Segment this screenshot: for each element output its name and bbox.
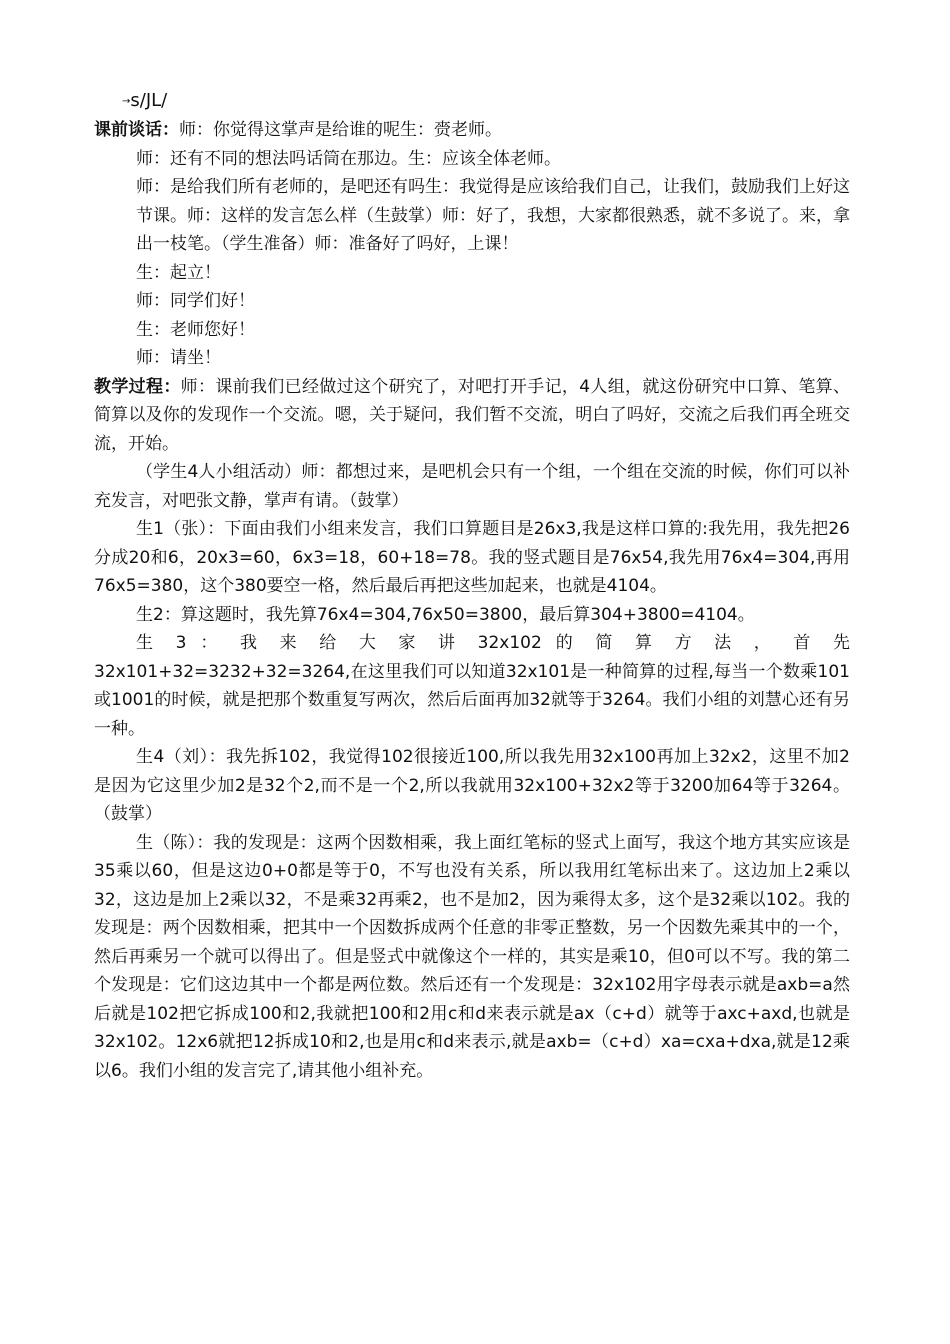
teaching-paragraph-5-first-line: 生 3 ： 我 来 给 大 家 讲 32x102 的 简 算 方 法 ， 首 先	[136, 633, 850, 653]
pre-class-line-1: 课前谈话：师：你觉得这掌声是给谁的呢生：赍老师。	[94, 120, 502, 140]
teaching-paragraph-4: 生2：算这题时，我先算76x4=304,76x50=3800，最后算304+3800=4104。	[136, 604, 755, 625]
pre-class-line-3: 师：是给我们所有老师的，是吧还有吗生：我觉得是应该给我们自己，让我们，鼓励我们上好这节课。师：这样的发言怎么样（生鼓掌）师：好了，我想，大家都很熟悉，就不多说了。来，拿出一枝笔。（学生准备）师：准备好了吗好，上课！	[136, 177, 850, 254]
header-text: s/JL/	[130, 90, 168, 111]
pre-class-line-6: 生：老师您好！	[136, 319, 255, 340]
pre-class-line-7: 师：请坐！	[136, 348, 221, 368]
pre-class-line-4: 生：起立！	[136, 262, 221, 283]
pre-class-line-5: 师：同学们好！	[136, 291, 255, 311]
teaching-paragraph-6: 生4（刘）：我先拆102，我觉得102很接近100,所以我先用32x100再加上32x2，这里不加2是因为它这里少加2是32个2,而不是一个2,所以我就用32x100+32x2等于3200加64等于3264。（鼓掌）	[94, 747, 850, 824]
pre-class-label: 课前谈话：	[94, 120, 179, 140]
document-page	[94, 86, 850, 1085]
teaching-paragraph-1: 教学过程：师：课前我们已经做过这个研究了，对吧打开手记，4人组，就这份研究中口算、笔算、简算以及你的发现作一个交流。嗯，关于疑问，我们暂不交流，明白了吗好，交流之后我们再全班交流，开始。	[94, 376, 850, 454]
teaching-label: 教学过程：	[94, 376, 181, 397]
pre-class-line-2: 师：还有不同的想法吗话筒在那边。生：应该全体老师。	[136, 148, 561, 169]
teaching-paragraph-2: （学生4人小组活动）师：都想过来，是吧机会只有一个组，一个组在交流的时候，你们可以补充发言，对吧张文静，掌声有请。（鼓掌）	[94, 462, 850, 511]
teaching-paragraph-5: 32x101+32=3232+32=3264,在这里我们可以知道32x101是一种简算的过程,每当一个数乘101或1001的时候，就是把那个数重复写两次，然后后面再加32就等于3264。我们小组的刘慧心还有另一种。	[94, 661, 850, 739]
header-mark: →	[122, 96, 131, 107]
teaching-paragraph-3: 生1（张）：下面由我们小组来发言，我们口算题目是26x3,我是这样口算的:我先用，我先把26分成20和6，20x3=60，6x3=18，60+18=78。我的竖式题目是76x54,我先用76x4=304,再用76x5=380，这个380要空一格，然后最后再把这些加起来，也就是4104。	[94, 519, 850, 596]
teaching-paragraph-7: 生（陈）：我的发现是：这两个因数相乘，我上面红笔标的竖式上面写，我这个地方其实应该是35乘以60，但是这边0+0都是等于0，不写也没有关系，所以我用红笔标出来了。这边加上2乘以32，这边是加上2乘以32，不是乘32再乘2，也不是加2，因为乘得太多，这个是32乘以102。我的发现是：两个因数相乘，把其中一个因数拆成两个任意的非零正整数，另一个因数先乘其中的一个，然后再乘另一个就可以得出了。但是竖式中就像这个一样的，其实是乘10，但0可以不写。我的第二个发现是：它们这边其中一个都是两位数。然后还有一个发现是：32x102用字母表示就是axb=a然后就是102把它拆成100和2,我就把100和2用c和d来表示就是ax（c+d）就等于axc+axd,也就是32x102。12x6就把12拆成10和2,也是用c和d来表示,就是axb=（c+d）xa=cxa+dxa,就是12乘以6。我们小组的发言完了,请其他小组补充。	[94, 832, 850, 1081]
page-header	[94, 86, 850, 116]
